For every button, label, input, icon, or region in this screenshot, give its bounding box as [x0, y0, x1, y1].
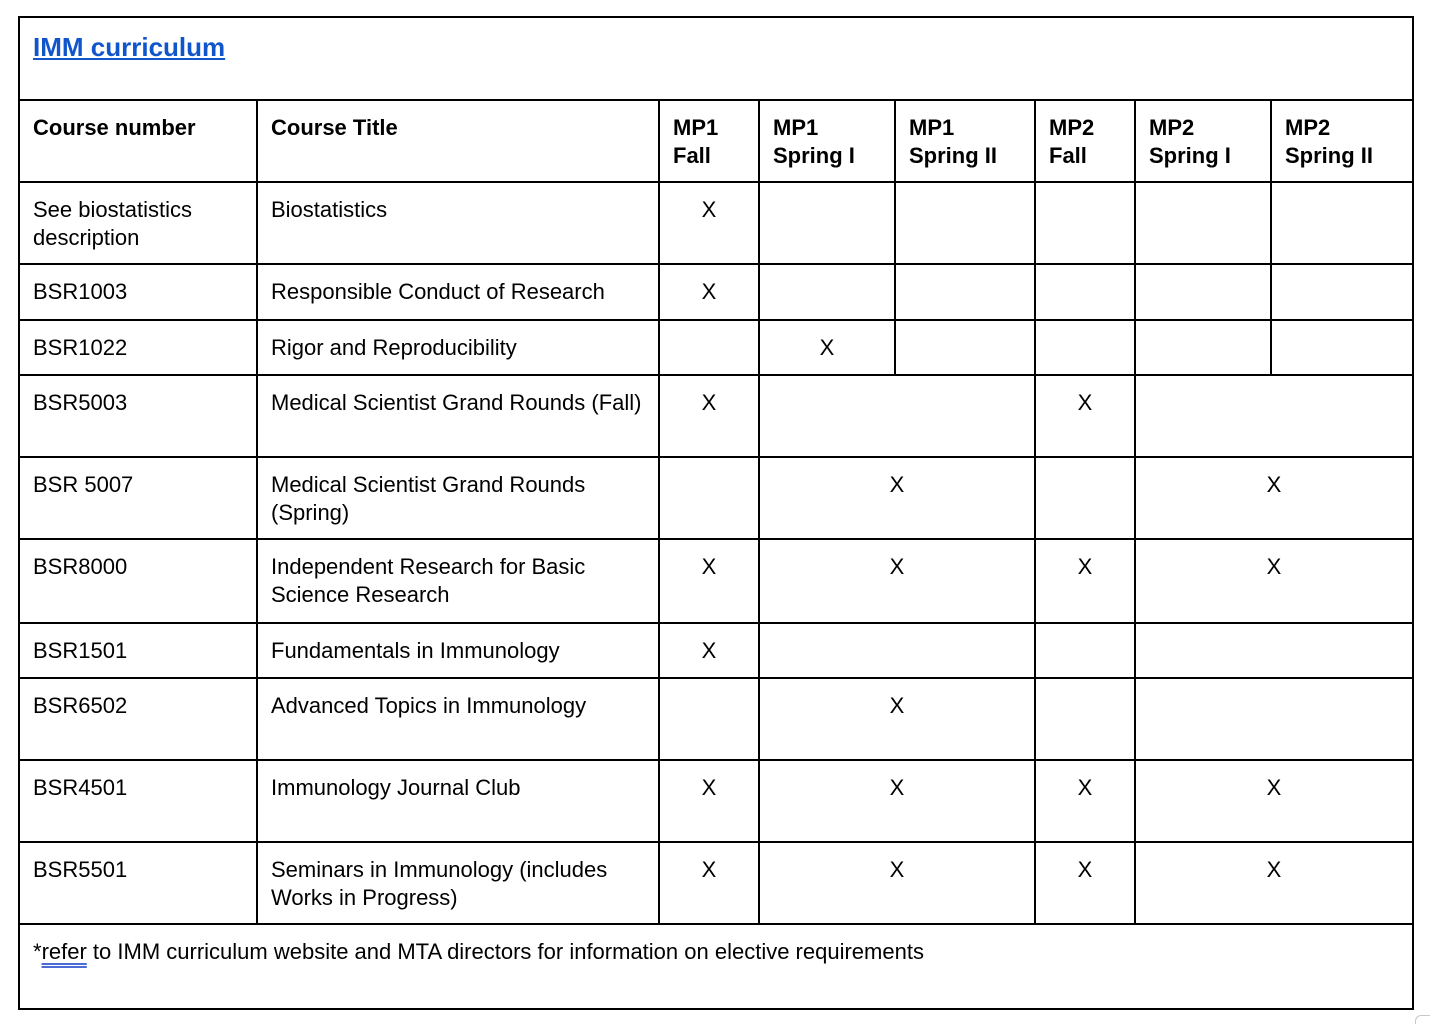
course-number-cell: BSR1022 [19, 320, 257, 375]
header-label: MP2 [1285, 115, 1331, 140]
header-mp2-fall [1035, 100, 1135, 182]
course-title-cell: Biostatistics [257, 182, 659, 264]
table-row [19, 457, 1413, 539]
mark-mp1-fall: X [659, 760, 759, 842]
header-label: Spring II [909, 143, 997, 168]
footnote-text: to IMM curriculum website and MTA directors for information on elective requirements [86, 939, 924, 964]
mark-mp2-fall [1035, 457, 1135, 539]
course-number-cell: BSR1003 [19, 264, 257, 320]
table-row [19, 375, 1413, 457]
mark-mp2-spring [1135, 375, 1413, 457]
course-title-cell: Rigor and Reproducibility [257, 320, 659, 375]
header-label: MP1 [673, 115, 719, 140]
course-title-cell: Medical Scientist Grand Rounds (Spring) [257, 457, 659, 539]
mark-mp1-spring-1 [759, 264, 895, 320]
header-course-number: Course number [19, 100, 257, 182]
mark-mp2-spring-1 [1135, 264, 1271, 320]
mark-mp2-fall [1035, 264, 1135, 320]
header-label: Fall [673, 143, 711, 168]
header-label: Spring II [1285, 143, 1373, 168]
header-mp2-spring-2 [1271, 100, 1413, 182]
table-row [19, 182, 1413, 264]
mark-mp2-spring-2 [1271, 264, 1413, 320]
mark-mp1-spring: X [759, 457, 1035, 539]
mark-mp2-fall [1035, 182, 1135, 264]
footnote-cell [19, 924, 1413, 1009]
mark-mp2-fall [1035, 320, 1135, 375]
spellcheck-flagged-word[interactable]: refer [41, 939, 87, 964]
mark-mp1-fall: X [659, 375, 759, 457]
mark-mp2-spring-1 [1135, 320, 1271, 375]
mark-mp1-spring: X [759, 842, 1035, 924]
mark-mp1-fall: X [659, 539, 759, 623]
table-row [19, 539, 1413, 623]
mark-mp1-spring [759, 623, 1035, 678]
table-row [19, 842, 1413, 924]
header-mp1-fall [659, 100, 759, 182]
mark-mp2-spring-2 [1271, 182, 1413, 264]
mark-mp2-spring-2 [1271, 320, 1413, 375]
mark-mp2-fall: X [1035, 842, 1135, 924]
course-title-cell: Medical Scientist Grand Rounds (Fall) [257, 375, 659, 457]
mark-mp1-spring-2 [895, 320, 1035, 375]
table-row [19, 678, 1413, 760]
mark-mp2-fall [1035, 623, 1135, 678]
mark-mp1-fall [659, 678, 759, 760]
course-number-cell: BSR4501 [19, 760, 257, 842]
header-label: MP2 [1149, 115, 1195, 140]
mark-mp2-spring-1 [1135, 182, 1271, 264]
course-title-cell: Fundamentals in Immunology [257, 623, 659, 678]
course-title-cell: Seminars in Immunology (includes Works in Progress) [257, 842, 659, 924]
mark-mp2-spring: X [1135, 457, 1413, 539]
mark-mp1-spring: X [759, 678, 1035, 760]
mark-mp1-spring-1 [759, 182, 895, 264]
course-number-cell: BSR1501 [19, 623, 257, 678]
mark-mp1-spring: X [759, 539, 1035, 623]
mark-mp1-fall [659, 457, 759, 539]
mark-mp1-fall [659, 320, 759, 375]
mark-mp2-spring [1135, 623, 1413, 678]
mark-mp1-spring-1: X [759, 320, 895, 375]
course-number-cell: BSR8000 [19, 539, 257, 623]
mark-mp2-spring: X [1135, 760, 1413, 842]
course-number-cell: BSR5501 [19, 842, 257, 924]
header-label: Spring I [1149, 143, 1231, 168]
header-label: Fall [1049, 143, 1087, 168]
header-mp2-spring-1 [1135, 100, 1271, 182]
mark-mp1-spring-2 [895, 182, 1035, 264]
course-number-cell: BSR5003 [19, 375, 257, 457]
header-course-title: Course Title [257, 100, 659, 182]
mark-mp1-fall: X [659, 623, 759, 678]
header-label: MP1 [909, 115, 955, 140]
course-title-cell: Advanced Topics in Immunology [257, 678, 659, 760]
mark-mp1-fall: X [659, 182, 759, 264]
curriculum-link[interactable]: IMM curriculum [33, 32, 226, 62]
table-row [19, 264, 1413, 320]
mark-mp2-fall: X [1035, 760, 1135, 842]
course-number-cell: BSR 5007 [19, 457, 257, 539]
header-mp1-spring-2 [895, 100, 1035, 182]
table-row [19, 320, 1413, 375]
mark-mp2-fall: X [1035, 539, 1135, 623]
footnote-row [19, 924, 1413, 1009]
curriculum-table [18, 16, 1414, 1010]
course-title-cell: Responsible Conduct of Research [257, 264, 659, 320]
header-label: MP2 [1049, 115, 1095, 140]
course-title-cell: Immunology Journal Club [257, 760, 659, 842]
mark-mp1-spring [759, 375, 1035, 457]
course-number-cell: See biostatistics description [19, 182, 257, 264]
footnote-asterisk: * [33, 939, 42, 964]
mark-mp1-spring: X [759, 760, 1035, 842]
course-number-cell: BSR6502 [19, 678, 257, 760]
table-title-row [19, 17, 1413, 100]
header-row [19, 100, 1413, 182]
table-row [19, 623, 1413, 678]
mark-mp2-spring: X [1135, 539, 1413, 623]
mark-mp1-spring-2 [895, 264, 1035, 320]
header-label: MP1 [773, 115, 819, 140]
header-mp1-spring-1 [759, 100, 895, 182]
mark-mp2-spring: X [1135, 842, 1413, 924]
course-title-cell: Independent Research for Basic Science Research [257, 539, 659, 623]
header-label: Spring I [773, 143, 855, 168]
mark-mp1-fall: X [659, 842, 759, 924]
mark-mp2-spring [1135, 678, 1413, 760]
resize-corner-icon [1415, 1015, 1430, 1024]
table-title-cell [19, 17, 1413, 100]
table-row [19, 760, 1413, 842]
mark-mp1-fall: X [659, 264, 759, 320]
mark-mp2-fall [1035, 678, 1135, 760]
mark-mp2-fall: X [1035, 375, 1135, 457]
